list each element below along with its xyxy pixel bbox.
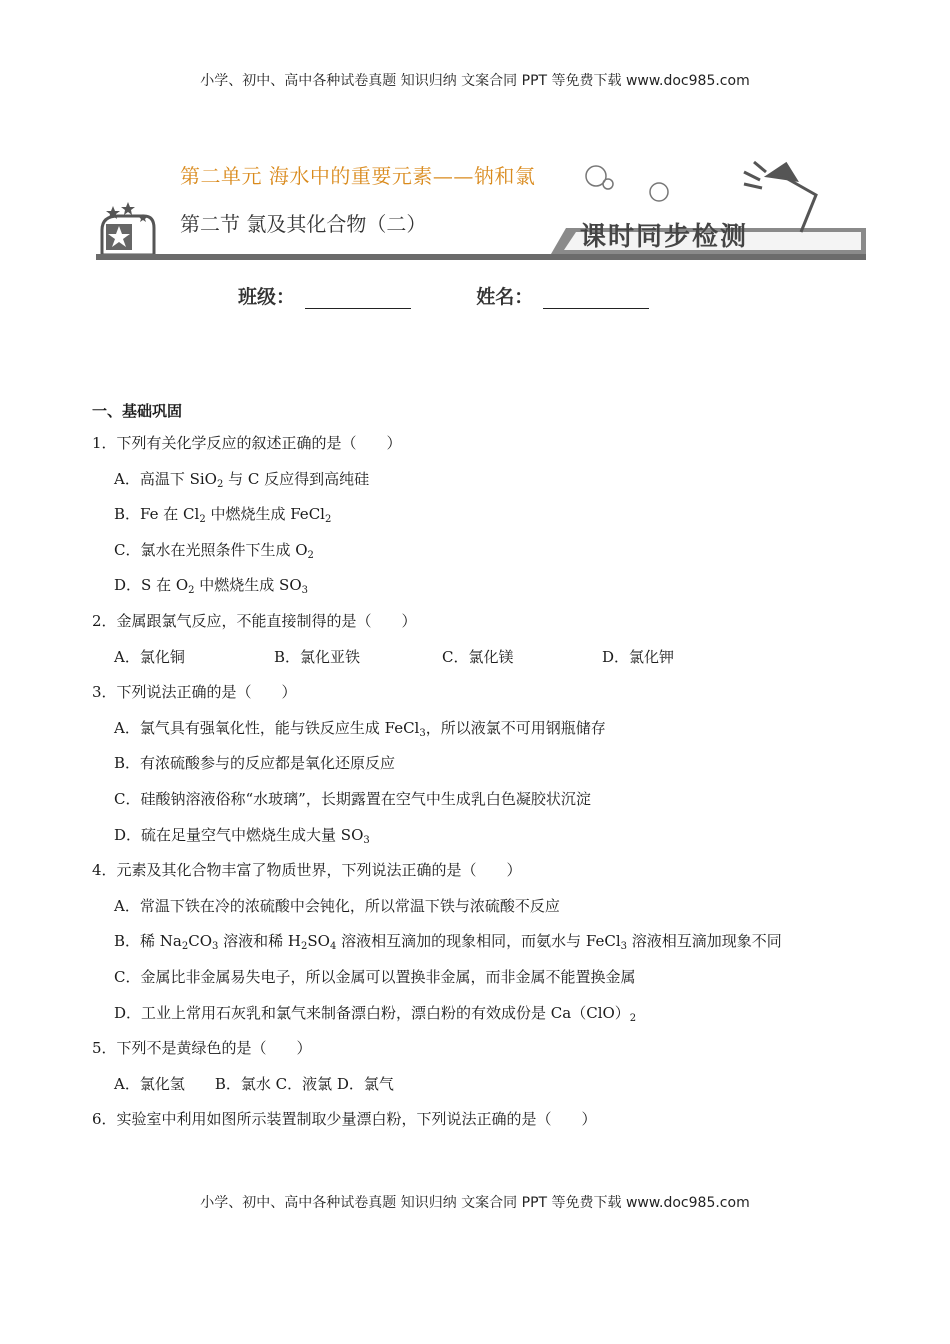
question-list	[92, 400, 872, 1142]
name-label: 姓名：	[476, 286, 534, 308]
section-heading: 一、基础巩固	[92, 402, 183, 420]
q1-option-b[interactable]: B．Fe 在 $Cl_2$ 中燃烧生成 FeCl$_2$	[114, 505, 332, 526]
q2-option-d[interactable]: D．氯化钾	[602, 647, 675, 666]
q3-option-c[interactable]: C．硅酸钠溶液俗称“水玻璃”，长期露置在空气中生成乳白色凝胶状沉淀	[114, 789, 591, 808]
q2-option-c[interactable]: C．氯化镁	[442, 647, 514, 666]
q3-option-a[interactable]: A．氯气具有强氧化性，能与铁反应生成 FeCl$_3$，所以液氯不可用钢瓶储存	[114, 718, 606, 739]
page-footer: 小学、初中、高中各种试卷真题 知识归纳 文案合同 PPT 等免费下载 www.doc985.com	[200, 1195, 750, 1211]
q5-options[interactable]: A．氯化氢 B．氯水 C．液氯 D．氯气	[114, 1074, 394, 1093]
q1-stem: 1．下列有关化学反应的叙述正确的是（ ）	[92, 434, 402, 452]
q1-option-a[interactable]: A．高温下 SiO$_2$ 与 C 反应得到高纯硅	[114, 469, 370, 490]
page-header: 小学、初中、高中各种试卷真题 知识归纳 文案合同 PPT 等免费下载 www.doc985.com	[200, 73, 750, 89]
q2-stem: 2．金属跟氯气反应，不能直接制得的是（ ）	[92, 611, 417, 630]
q2-options	[92, 644, 872, 680]
q1-option-c[interactable]: C．氯水在光照条件下生成 $O_2$	[114, 540, 314, 561]
q6-stem: 6．实验室中利用如图所示装置制取少量漂白粉，下列说法正确的是（ ）	[92, 1110, 597, 1129]
q2-option-b[interactable]: B．氯化亚铁	[274, 647, 361, 666]
q2-option-a[interactable]: A．氯化铜	[114, 647, 185, 666]
class-label: 班级：	[238, 286, 296, 308]
q1-option-d[interactable]: D．S 在 $O_2$ 中燃烧生成 $SO_3$	[114, 576, 309, 597]
student-fields	[238, 282, 649, 309]
banner-stamp: 课时同步检测	[580, 222, 749, 252]
q4-stem: 4．元素及其化合物丰富了物质世界，下列说法正确的是（ ）	[92, 861, 522, 880]
class-blank[interactable]	[305, 290, 411, 309]
q3-option-b[interactable]: B．有浓硫酸参与的反应都是氧化还原反应	[114, 754, 396, 773]
q4-option-a[interactable]: A．常温下铁在冷的浓硫酸中会钝化，所以常温下铁与浓硫酸不反应	[114, 896, 560, 915]
section-title: 第二节 氯及其化合物（二）	[180, 212, 427, 236]
lamp-icon	[744, 162, 816, 232]
q4-option-b[interactable]: B．稀 $Na_2CO_3$ 溶液和稀 $H_2SO_4$ 溶液相互滴加的现象相同，而氨水与 FeCl$_3$ 溶液相互滴加现象不同	[114, 932, 782, 953]
q3-option-d[interactable]: D．硫在足量空气中燃烧生成大量 $SO_3$	[114, 825, 370, 846]
q4-option-c[interactable]: C．金属比非金属易失电子，所以金属可以置换非金属，而非金属不能置换金属	[114, 967, 636, 986]
q5-stem: 5．下列不是黄绿色的是（ ）	[92, 1039, 312, 1058]
star-badge-icon	[102, 202, 154, 255]
q4-option-d[interactable]: D．工业上常用石灰乳和氯气来制备漂白粉，漂白粉的有效成份是 $Ca(ClO)_2$	[114, 1003, 637, 1024]
unit-title: 第二单元 海水中的重要元素——钠和氯	[180, 164, 536, 188]
name-blank[interactable]	[543, 290, 649, 309]
banner-graphic	[96, 140, 866, 265]
q3-stem: 3．下列说法正确的是（ ）	[92, 683, 297, 702]
